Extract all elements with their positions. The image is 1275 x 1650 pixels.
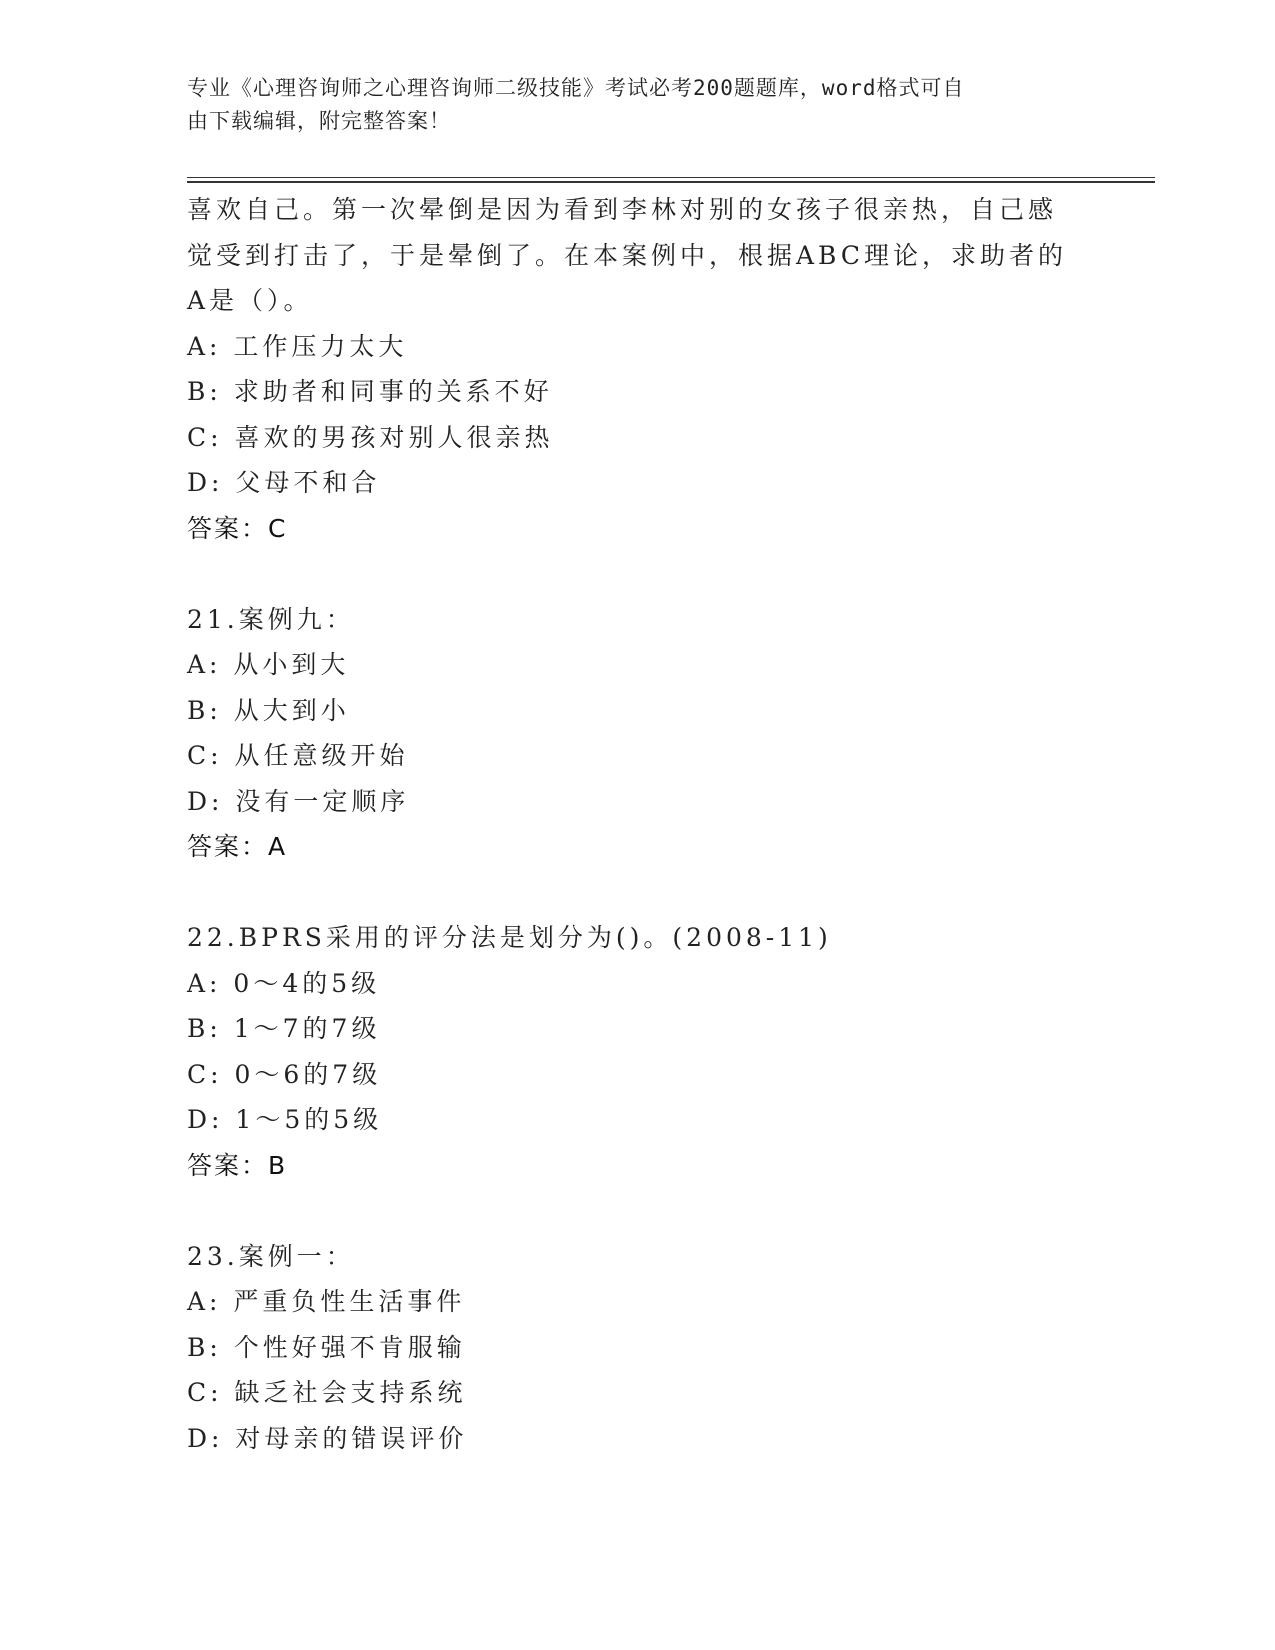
option-d: D: 1～5的5级 <box>187 1105 383 1134</box>
option-b: B: 求助者和同事的关系不好 <box>187 377 553 406</box>
option-b: B: 个性好强不肯服输 <box>187 1332 466 1362</box>
answer-line: 答案：A <box>187 832 288 861</box>
question-stem: 23.案例一： <box>187 1241 355 1271</box>
option-b: B: 1～7的7级 <box>187 1014 381 1043</box>
spacer <box>187 551 1087 597</box>
header-line-2: 由下载编辑，附完整答案！ <box>187 109 451 133</box>
option-c: C: 从任意级开始 <box>187 741 409 770</box>
question-22 <box>187 915 1087 1188</box>
option-c: C: 喜欢的男孩对别人很亲热 <box>187 422 554 452</box>
option-c: C: 缺乏社会支持系统 <box>187 1378 467 1407</box>
question-21 <box>187 597 1087 870</box>
question-continuation <box>187 187 1087 551</box>
option-a: A: 严重负性生活事件 <box>187 1287 466 1316</box>
question-stem: 21.案例九： <box>187 604 355 634</box>
stem-line: A是（）。 <box>187 286 313 315</box>
stem-line: 喜欢自己。第一次晕倒是因为看到李林对别的女孩子很亲热，自己感 <box>187 195 1058 224</box>
question-stem: 22.BPRS采用的评分法是划分为()。(2008-11) <box>187 923 832 952</box>
option-b: B: 从大到小 <box>187 695 350 725</box>
spacer <box>187 1188 1087 1234</box>
spacer <box>187 870 1087 916</box>
answer-line: 答案：B <box>187 1150 288 1180</box>
option-a: A: 0～4的5级 <box>187 968 381 998</box>
question-23 <box>187 1234 1087 1462</box>
question-body <box>187 187 1087 1461</box>
document-header <box>187 72 1067 138</box>
header-divider-thin <box>187 177 1155 178</box>
option-a: A: 工作压力太大 <box>187 331 408 361</box>
header-divider-thick <box>187 181 1155 183</box>
stem-line: 觉受到打击了，于是晕倒了。在本案例中，根据ABC理论，求助者的 <box>187 240 1068 270</box>
option-d: D: 父母不和合 <box>187 468 381 497</box>
option-a: A: 从小到大 <box>187 650 350 679</box>
answer-line: 答案：C <box>187 513 288 543</box>
header-line-1: 专业《心理咨询师之心理咨询师二级技能》考试必考200题题库，word格式可自 <box>187 76 965 100</box>
option-c: C: 0～6的7级 <box>187 1059 382 1089</box>
option-d: D: 对母亲的错误评价 <box>187 1423 468 1453</box>
option-d: D: 没有一定顺序 <box>187 786 410 816</box>
